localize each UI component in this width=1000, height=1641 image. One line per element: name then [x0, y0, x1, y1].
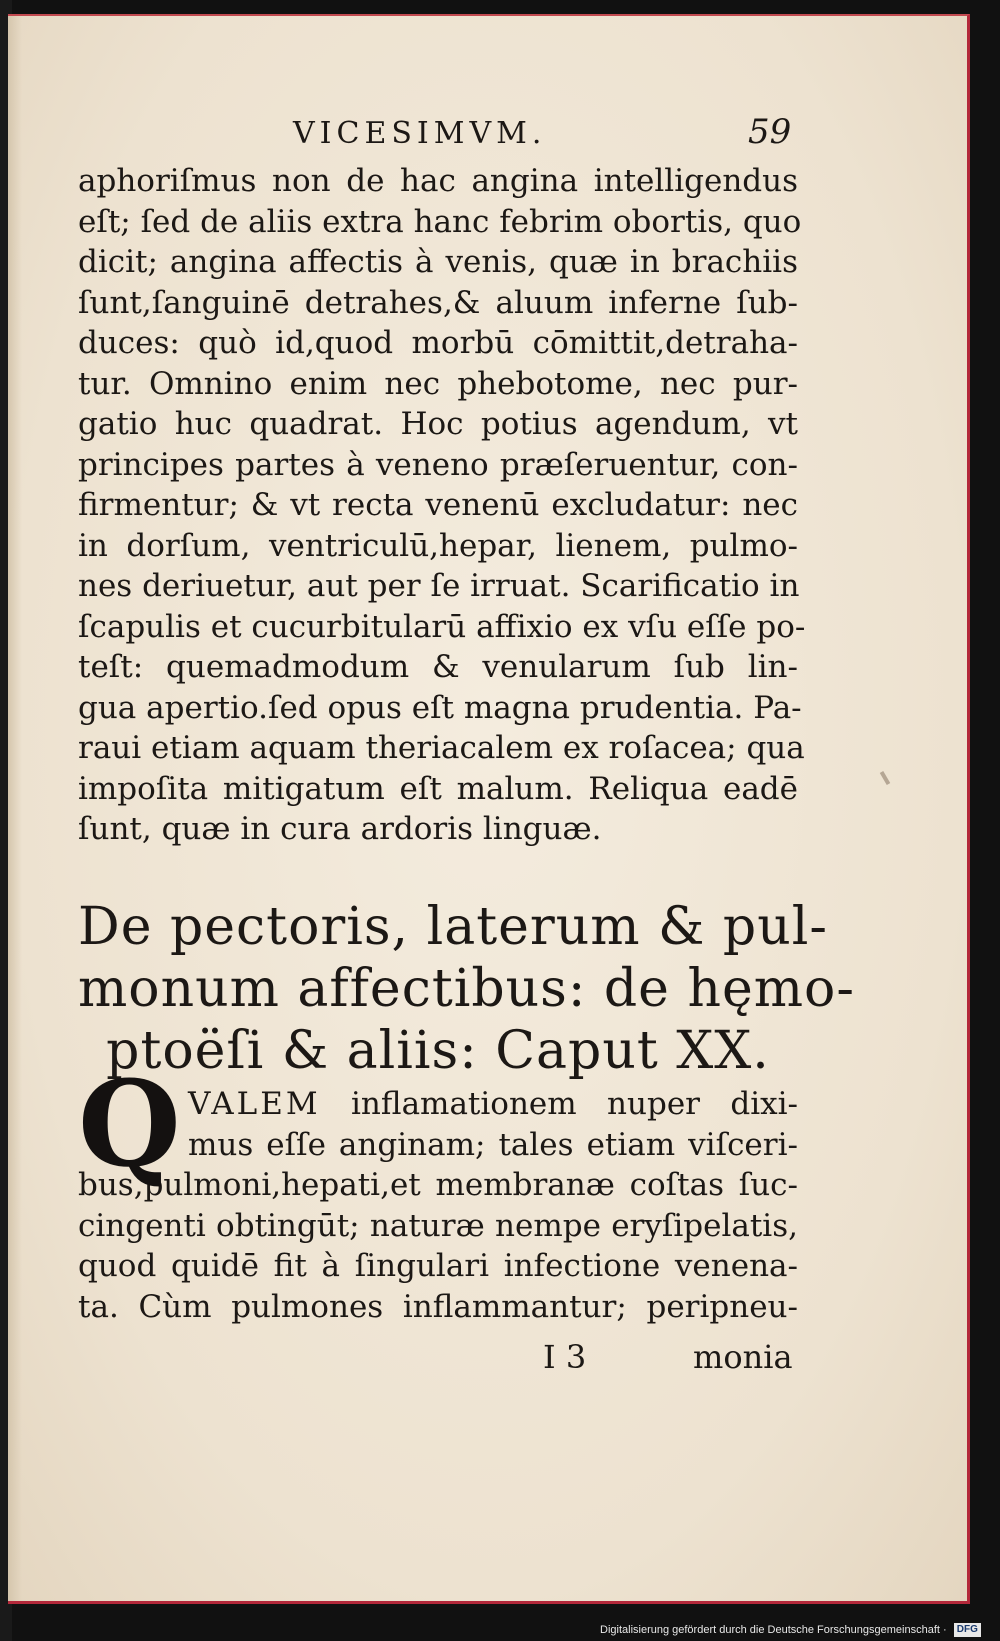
text-line: teſt: quemadmodum & venularum ſub lin-: [78, 649, 798, 685]
text-line: bus,pulmoni,hepati,et membranæ coſtas ſuc-: [78, 1167, 798, 1203]
text-line-last: ſunt, quæ in cura ardoris linguæ.: [78, 811, 602, 847]
text-line: aphoriſmus non de hac angina intelligendus: [78, 163, 798, 199]
text-line: [78, 1084, 798, 1125]
paragraph-1: [78, 161, 806, 850]
text-line: impoſita mitigatum eſt malum. Reliqua eadē: [78, 770, 798, 807]
heading-line: De pectoris, laterum & pul-: [78, 897, 828, 957]
heading-line: monum affectibus: de hęmo-: [78, 959, 855, 1019]
text-line: mus eſſe anginam; tales etiam viſceri-: [188, 1126, 798, 1163]
text-line: raui etiam aquam theriacalem ex roſacea; qua: [78, 730, 805, 766]
text-line: ſcapulis et cucurbitularū affixio ex vſu eſſe po-: [78, 608, 806, 645]
text-line: dicit; angina affectis à venis, quæ in brachiis: [78, 244, 798, 280]
heading-line: ptoëſi & aliis: Caput XX.: [106, 1021, 770, 1081]
page-number: 59: [748, 112, 792, 152]
text-line: ſunt,ſanguinē detrahes,& aluum inferne ſub-: [78, 284, 798, 321]
catchword: monia: [693, 1338, 793, 1376]
text-line: eſt; ſed de aliis extra hanc febrim obortis, quo: [78, 203, 802, 240]
text-line: gua apertio.ſed opus eſt magna prudentia. Pa-: [78, 689, 802, 726]
page-footer: [8, 1338, 967, 1378]
drop-cap: Q: [78, 1054, 181, 1193]
signature-mark: I 3: [543, 1338, 587, 1376]
dfg-logo: DFG: [954, 1623, 981, 1637]
text-line: duces: quò id,quod morbū cōmittit,detraha-: [78, 325, 798, 361]
text-line-rest: inflamationem nuper dixi-: [320, 1086, 798, 1122]
digitization-credit: [600, 1620, 1000, 1641]
paragraph-2: [78, 1054, 798, 1327]
text-line: gatio huc quadrat. Hoc potius agendum, vt: [78, 406, 798, 442]
text-line: quod quidē fit à ſingulari infectione venena-: [78, 1248, 798, 1284]
chapter-heading: [78, 896, 855, 1082]
text-line: firmentur; & vt recta venenū excludatur: nec: [78, 487, 798, 523]
text-line: in dorſum, ventriculū,hepar, lienem, pulmo-: [78, 527, 798, 564]
text-line: nes deriuetur, aut per ſe irruat. Scarificatio in: [78, 568, 800, 604]
text-line: tur. Omnino enim nec phebotome, nec pur-: [78, 365, 798, 402]
text-line: cingenti obtingūt; naturæ nempe eryſipelatis,: [78, 1207, 798, 1244]
paper-blemish: [880, 771, 890, 785]
opening-word: VALEM: [188, 1086, 321, 1122]
text-line: principes partes à veneno præſeruentur, con-: [78, 446, 798, 483]
credit-text: Digitalisierung gefördert durch die Deutsche Forschungsgemeinschaft ·: [600, 1624, 947, 1636]
running-head: [8, 112, 967, 156]
text-line: ta. Cùm pulmones inflammantur; peripneu-: [78, 1288, 798, 1325]
running-title: VICESIMVM.: [293, 116, 547, 151]
book-page: [8, 14, 970, 1604]
